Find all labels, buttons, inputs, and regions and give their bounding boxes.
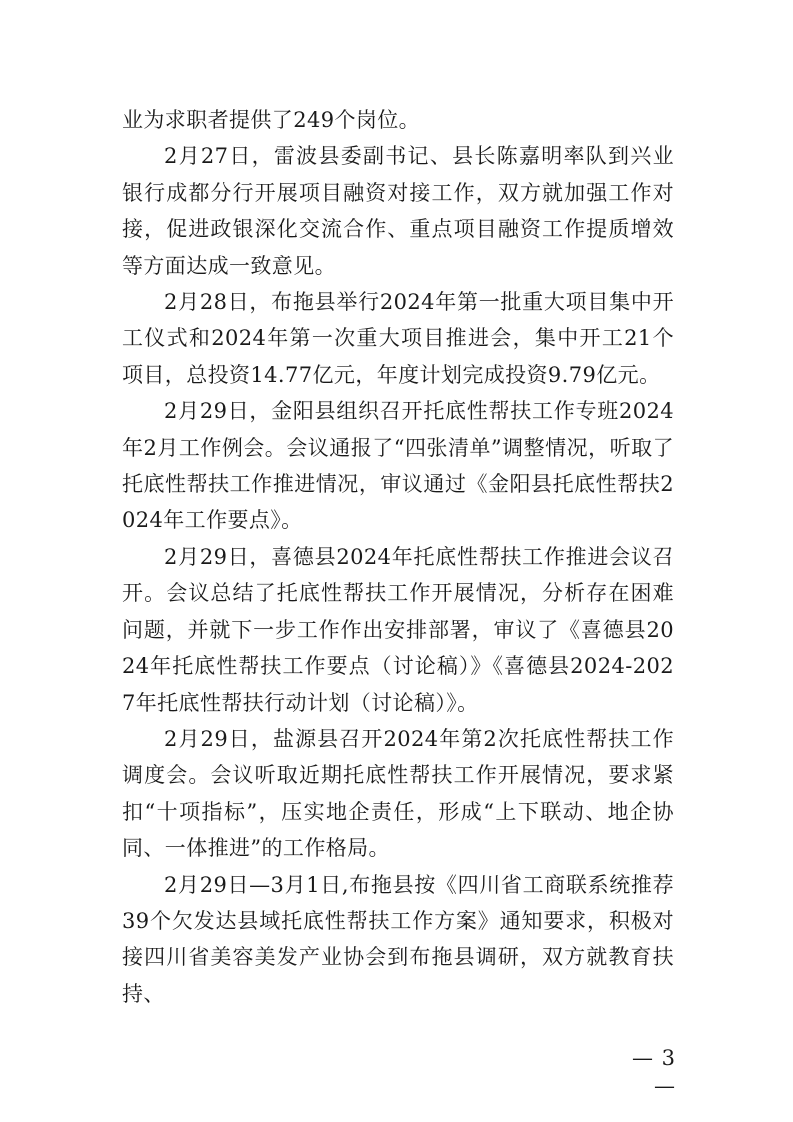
paragraph-yanyuan-meeting: 2月29日，盐源县召开2024年第2次托底性帮扶工作调度会。会议听取近期托底性帮扶工作开展情况，要求紧扣“十项指标”，压实地企责任，形成“上下联动、地企协同、一体推进”的工作格局。 xyxy=(122,726,674,861)
paragraph-continuation: 业为求职者提供了249个岗位。 xyxy=(122,108,421,132)
paragraph-butuo-projects: 2月28日，布拖县举行2024年第一批重大项目集中开工仪式和2024年第一次重大项目推进会，集中开工21个项目，总投资14.77亿元，年度计划完成投资9.79亿元。 xyxy=(122,290,674,387)
paragraph-butuo-beauty-association: 2月29日—3月1日,布拖县按《四川省工商联系统推荐39个欠发达县域托底性帮扶工作方案》通知要求，积极对接四川省美容美发产业协会到布拖县调研，双方就教育扶持、 xyxy=(122,872,674,1006)
paragraph-jinyang-meeting: 2月29日，金阳县组织召开托底性帮扶工作专班2024年2月工作例会。会议通报了“四张清单”调整情况，听取了托底性帮扶工作推进情况，审议通过《金阳县托底性帮扶2024年工作要点》。 xyxy=(122,399,674,533)
paragraph-leibo-financing: 2月27日，雷波县委副书记、县长陈嘉明率队到兴业银行成都分行开展项目融资对接工作，双方就加强工作对接，促进政银深化交流合作、重点项目融资工作提质增效等方面达成一致意见。 xyxy=(122,144,674,278)
body-text xyxy=(122,102,674,1012)
paragraph-xide-meeting: 2月29日，喜德县2024年托底性帮扶工作推进会议召开。会议总结了托底性帮扶工作开展情况，分析存在困难问题，并就下一步工作作出安排部署，审议了《喜德县2024年托底性帮扶工作要点（讨论稿）》《喜德县2024-2027年托底性帮扶行动计划（讨论稿）》。 xyxy=(122,544,674,715)
page-number: — 3 — xyxy=(631,1046,676,1098)
